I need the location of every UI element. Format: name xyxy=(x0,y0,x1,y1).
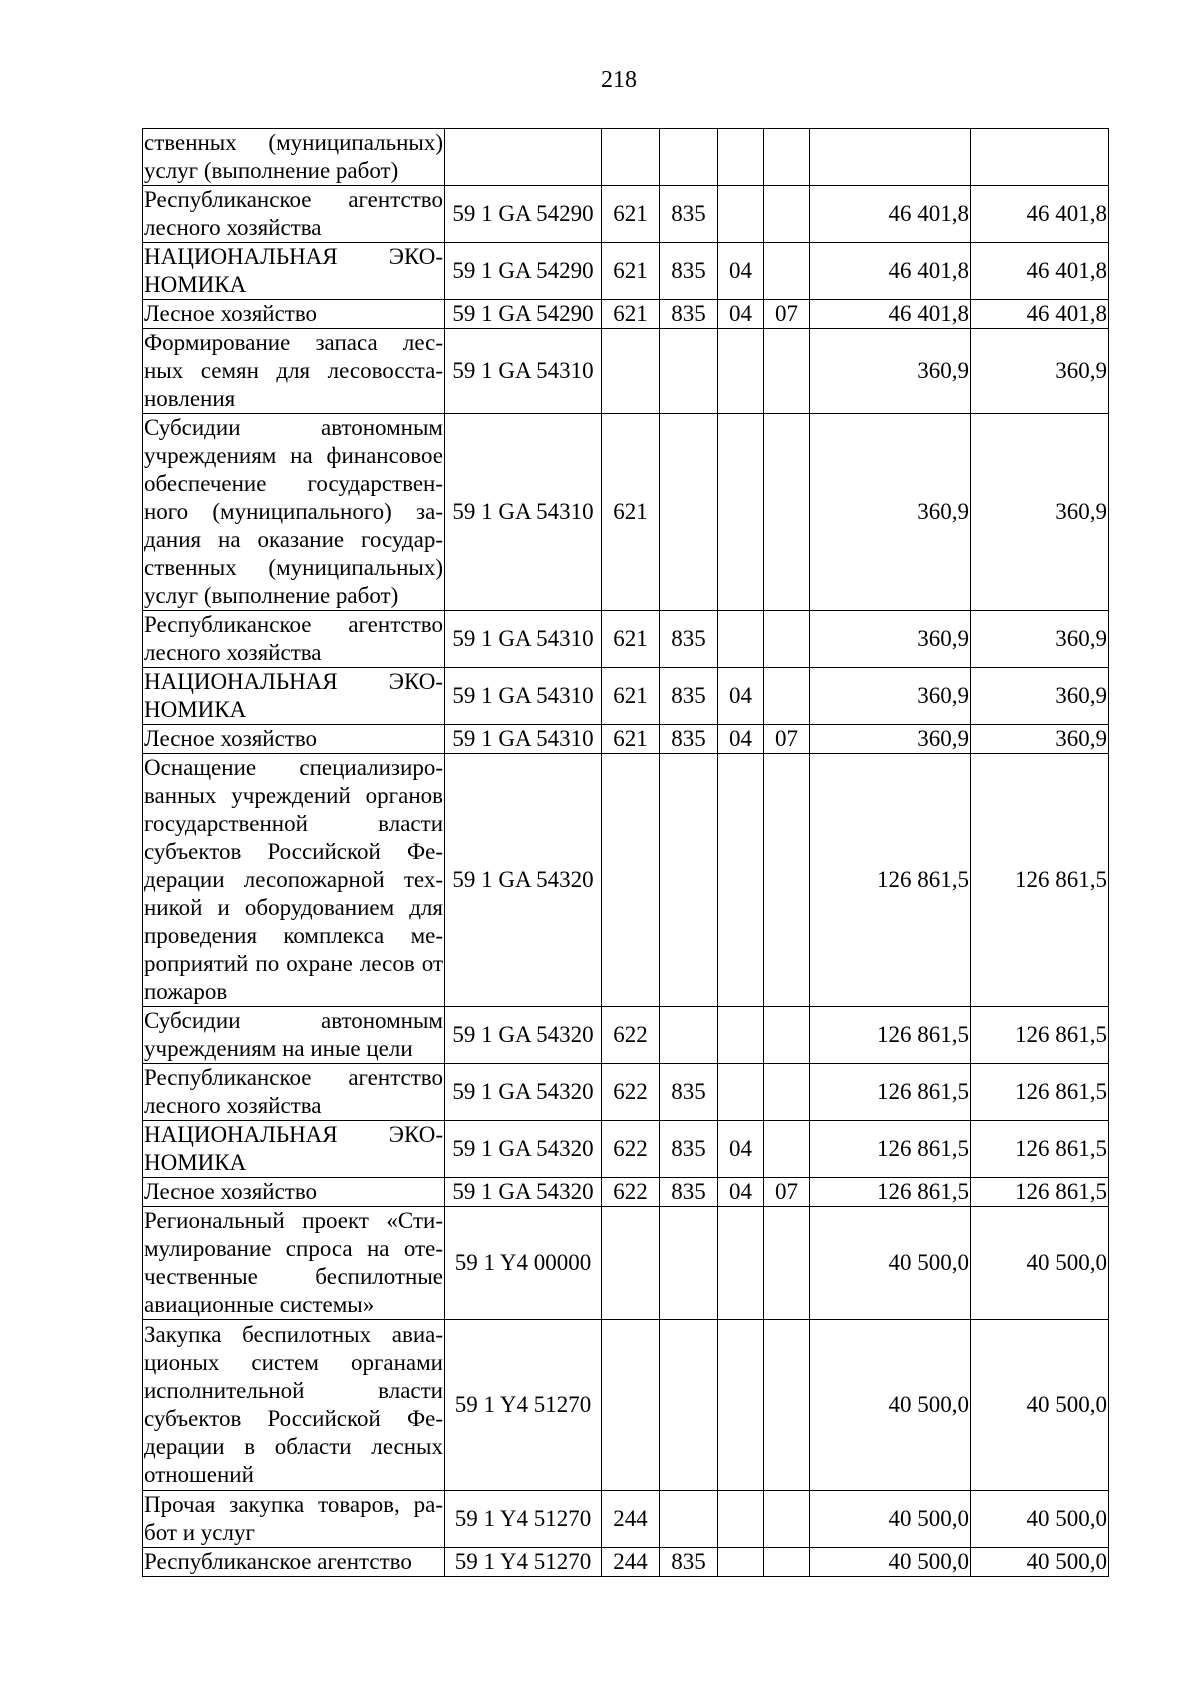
row-name: Формирование запаса лес-ных семян для лесовосста-новления xyxy=(143,329,445,414)
amount-year-1 xyxy=(810,129,971,186)
target-article-code: 59 1 GA 54290 xyxy=(445,186,602,243)
table-row xyxy=(143,243,1109,300)
section-code xyxy=(718,129,764,186)
amount-year-2: 360,9 xyxy=(971,414,1109,611)
section-code: 04 xyxy=(718,1121,764,1178)
amount-year-2: 126 861,5 xyxy=(971,1064,1109,1121)
section-code xyxy=(718,1207,764,1320)
expense-type-code: 621 xyxy=(602,668,660,725)
subsection-code xyxy=(764,1064,810,1121)
target-article-code: 59 1 Y4 51270 xyxy=(445,1491,602,1548)
section-code xyxy=(718,186,764,243)
amount-year-1: 360,9 xyxy=(810,725,971,754)
ministry-code xyxy=(660,1207,718,1320)
ministry-code: 835 xyxy=(660,243,718,300)
expense-type-code: 621 xyxy=(602,611,660,668)
target-article-code: 59 1 GA 54290 xyxy=(445,300,602,329)
table-row xyxy=(143,414,1109,611)
expense-type-code: 244 xyxy=(602,1491,660,1548)
amount-year-1: 46 401,8 xyxy=(810,243,971,300)
amount-year-1: 126 861,5 xyxy=(810,1121,971,1178)
row-name: Республиканское агентство xyxy=(143,1548,445,1577)
amount-year-2: 360,9 xyxy=(971,668,1109,725)
table-row xyxy=(143,611,1109,668)
target-article-code: 59 1 Y4 51270 xyxy=(445,1548,602,1577)
expense-type-code: 621 xyxy=(602,414,660,611)
table-row xyxy=(143,186,1109,243)
ministry-code xyxy=(660,1007,718,1064)
table-row xyxy=(143,329,1109,414)
section-code xyxy=(718,1320,764,1491)
amount-year-1: 360,9 xyxy=(810,414,971,611)
amount-year-1: 126 861,5 xyxy=(810,1064,971,1121)
subsection-code: 07 xyxy=(764,1178,810,1207)
ministry-code xyxy=(660,1320,718,1491)
amount-year-2: 46 401,8 xyxy=(971,186,1109,243)
table-row xyxy=(143,1007,1109,1064)
row-name: Субсидии автономным учреждениям на иные цели xyxy=(143,1007,445,1064)
subsection-code xyxy=(764,1121,810,1178)
row-name: НАЦИОНАЛЬНАЯ ЭКО-НОМИКА xyxy=(143,1121,445,1178)
ministry-code: 835 xyxy=(660,1121,718,1178)
target-article-code: 59 1 GA 54310 xyxy=(445,725,602,754)
ministry-code: 835 xyxy=(660,1548,718,1577)
section-code: 04 xyxy=(718,243,764,300)
amount-year-2: 126 861,5 xyxy=(971,754,1109,1007)
amount-year-1: 360,9 xyxy=(810,329,971,414)
amount-year-2: 126 861,5 xyxy=(971,1178,1109,1207)
table-row xyxy=(143,300,1109,329)
section-code xyxy=(718,1007,764,1064)
subsection-code xyxy=(764,129,810,186)
subsection-code: 07 xyxy=(764,300,810,329)
amount-year-2: 360,9 xyxy=(971,329,1109,414)
expense-type-code xyxy=(602,129,660,186)
amount-year-1: 40 500,0 xyxy=(810,1548,971,1577)
subsection-code xyxy=(764,1007,810,1064)
row-name: Республиканское агентство лесного хозяйства xyxy=(143,186,445,243)
table-row xyxy=(143,1491,1109,1548)
subsection-code xyxy=(764,186,810,243)
section-code xyxy=(718,611,764,668)
ministry-code xyxy=(660,414,718,611)
amount-year-2: 40 500,0 xyxy=(971,1320,1109,1491)
row-name: Республиканское агентство лесного хозяйства xyxy=(143,1064,445,1121)
target-article-code: 59 1 GA 54290 xyxy=(445,243,602,300)
expense-type-code xyxy=(602,1207,660,1320)
target-article-code: 59 1 GA 54310 xyxy=(445,611,602,668)
amount-year-2: 46 401,8 xyxy=(971,300,1109,329)
amount-year-1: 46 401,8 xyxy=(810,186,971,243)
expense-type-code xyxy=(602,1320,660,1491)
target-article-code: 59 1 GA 54310 xyxy=(445,329,602,414)
section-code xyxy=(718,754,764,1007)
ministry-code xyxy=(660,754,718,1007)
target-article-code: 59 1 GA 54310 xyxy=(445,414,602,611)
expense-type-code: 622 xyxy=(602,1121,660,1178)
section-code xyxy=(718,1548,764,1577)
expense-type-code xyxy=(602,754,660,1007)
subsection-code xyxy=(764,414,810,611)
expense-type-code: 621 xyxy=(602,243,660,300)
ministry-code: 835 xyxy=(660,300,718,329)
subsection-code xyxy=(764,754,810,1007)
amount-year-1: 40 500,0 xyxy=(810,1320,971,1491)
target-article-code xyxy=(445,129,602,186)
section-code: 04 xyxy=(718,725,764,754)
amount-year-1: 126 861,5 xyxy=(810,754,971,1007)
section-code: 04 xyxy=(718,1178,764,1207)
ministry-code: 835 xyxy=(660,725,718,754)
subsection-code xyxy=(764,1548,810,1577)
row-name: НАЦИОНАЛЬНАЯ ЭКО-НОМИКА xyxy=(143,668,445,725)
expense-type-code xyxy=(602,329,660,414)
ministry-code: 835 xyxy=(660,186,718,243)
table-row xyxy=(143,1320,1109,1491)
row-name: НАЦИОНАЛЬНАЯ ЭКО-НОМИКА xyxy=(143,243,445,300)
amount-year-2: 360,9 xyxy=(971,611,1109,668)
ministry-code: 835 xyxy=(660,1064,718,1121)
table-body xyxy=(143,129,1109,1577)
subsection-code xyxy=(764,1207,810,1320)
section-code xyxy=(718,1491,764,1548)
subsection-code xyxy=(764,1491,810,1548)
ministry-code: 835 xyxy=(660,668,718,725)
section-code: 04 xyxy=(718,300,764,329)
table-row xyxy=(143,1178,1109,1207)
subsection-code xyxy=(764,611,810,668)
subsection-code xyxy=(764,329,810,414)
table-row xyxy=(143,754,1109,1007)
row-name: Субсидии автономным учреждениям на финансовое обеспечение государствен-ного (муниципального) за-дания на оказание государ-ственных (муниципальных) услуг (выполнение работ) xyxy=(143,414,445,611)
budget-table xyxy=(142,128,1109,1577)
row-name: Закупка беспилотных авиа-ционых систем органами исполнительной власти субъектов Российской Фе-дерации в области лесных отношений xyxy=(143,1320,445,1491)
row-name: Региональный проект «Сти-мулирование спроса на оте-чественные беспилотные авиационные системы» xyxy=(143,1207,445,1320)
amount-year-1: 126 861,5 xyxy=(810,1007,971,1064)
amount-year-2 xyxy=(971,129,1109,186)
table-row xyxy=(143,1548,1109,1577)
amount-year-1: 126 861,5 xyxy=(810,1178,971,1207)
row-name: Лесное хозяйство xyxy=(143,1178,445,1207)
expense-type-code: 622 xyxy=(602,1064,660,1121)
ministry-code: 835 xyxy=(660,611,718,668)
page-number: 218 xyxy=(601,67,637,93)
section-code xyxy=(718,414,764,611)
row-name: Лесное хозяйство xyxy=(143,300,445,329)
row-name: ственных (муниципальных) услуг (выполнение работ) xyxy=(143,129,445,186)
amount-year-2: 40 500,0 xyxy=(971,1548,1109,1577)
table-row xyxy=(143,129,1109,186)
ministry-code xyxy=(660,1491,718,1548)
subsection-code xyxy=(764,1320,810,1491)
table-row xyxy=(143,668,1109,725)
amount-year-2: 360,9 xyxy=(971,725,1109,754)
subsection-code xyxy=(764,668,810,725)
ministry-code xyxy=(660,129,718,186)
amount-year-2: 40 500,0 xyxy=(971,1207,1109,1320)
amount-year-1: 360,9 xyxy=(810,611,971,668)
amount-year-2: 40 500,0 xyxy=(971,1491,1109,1548)
row-name: Оснащение специализиро-ванных учреждений органов государственной власти субъектов Российской Фе-дерации лесопожарной тех-никой и оборудованием для проведения комплекса ме-роприятий по охране лесов от пожаров xyxy=(143,754,445,1007)
amount-year-1: 360,9 xyxy=(810,668,971,725)
subsection-code: 07 xyxy=(764,725,810,754)
target-article-code: 59 1 GA 54320 xyxy=(445,1121,602,1178)
expense-type-code: 621 xyxy=(602,186,660,243)
amount-year-1: 40 500,0 xyxy=(810,1491,971,1548)
target-article-code: 59 1 Y4 00000 xyxy=(445,1207,602,1320)
amount-year-1: 40 500,0 xyxy=(810,1207,971,1320)
target-article-code: 59 1 Y4 51270 xyxy=(445,1320,602,1491)
target-article-code: 59 1 GA 54320 xyxy=(445,754,602,1007)
target-article-code: 59 1 GA 54310 xyxy=(445,668,602,725)
row-name: Лесное хозяйство xyxy=(143,725,445,754)
table-row xyxy=(143,1207,1109,1320)
table-row xyxy=(143,1121,1109,1178)
target-article-code: 59 1 GA 54320 xyxy=(445,1178,602,1207)
ministry-code: 835 xyxy=(660,1178,718,1207)
amount-year-2: 46 401,8 xyxy=(971,243,1109,300)
target-article-code: 59 1 GA 54320 xyxy=(445,1064,602,1121)
row-name: Республиканское агентство лесного хозяйства xyxy=(143,611,445,668)
table-row xyxy=(143,725,1109,754)
expense-type-code: 244 xyxy=(602,1548,660,1577)
subsection-code xyxy=(764,243,810,300)
section-code: 04 xyxy=(718,668,764,725)
amount-year-2: 126 861,5 xyxy=(971,1007,1109,1064)
expense-type-code: 622 xyxy=(602,1007,660,1064)
section-code xyxy=(718,329,764,414)
table-row xyxy=(143,1064,1109,1121)
row-name: Прочая закупка товаров, ра-бот и услуг xyxy=(143,1491,445,1548)
expense-type-code: 621 xyxy=(602,725,660,754)
amount-year-2: 126 861,5 xyxy=(971,1121,1109,1178)
target-article-code: 59 1 GA 54320 xyxy=(445,1007,602,1064)
expense-type-code: 622 xyxy=(602,1178,660,1207)
expense-type-code: 621 xyxy=(602,300,660,329)
ministry-code xyxy=(660,329,718,414)
amount-year-1: 46 401,8 xyxy=(810,300,971,329)
section-code xyxy=(718,1064,764,1121)
